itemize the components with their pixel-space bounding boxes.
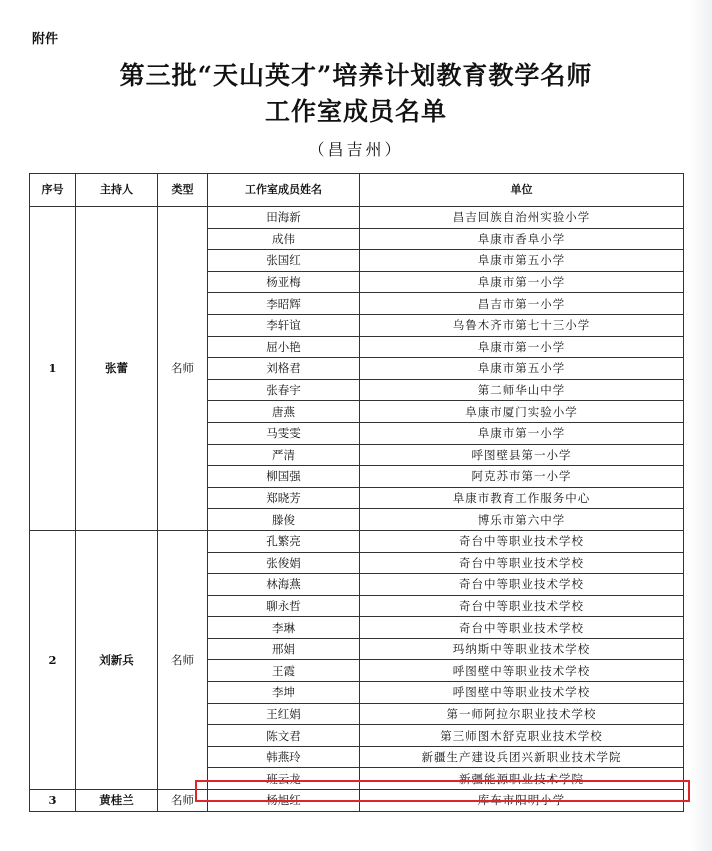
member-unit: 阜康市第一小学	[360, 271, 684, 293]
attachment-label: 附件	[32, 32, 59, 47]
member-unit: 阜康市第一小学	[360, 422, 684, 444]
member-name: 聊永哲	[208, 595, 360, 617]
member-name: 田海新	[208, 207, 360, 229]
member-unit: 阜康市教育工作服务中心	[360, 487, 684, 509]
document-title-line1: 第三批“天山英才”培养计划教育教学名师	[119, 61, 593, 90]
document-title-line2: 工作室成员名单	[264, 97, 447, 126]
member-name: 王红娟	[208, 703, 360, 725]
group-type: 名师	[158, 530, 208, 789]
member-name: 孔繁亮	[208, 530, 360, 552]
member-unit: 呼图壁县第一小学	[360, 444, 684, 466]
member-unit: 奇台中等职业技术学校	[360, 530, 684, 552]
member-unit: 玛纳斯中等职业技术学校	[360, 638, 684, 660]
region-subtitle: （昌吉州）	[308, 140, 404, 159]
member-unit: 第一师阿拉尔职业技术学校	[360, 703, 684, 725]
member-unit: 奇台中等职业技术学校	[360, 574, 684, 596]
member-unit: 阜康市厦门实验小学	[360, 401, 684, 423]
member-name: 李坤	[208, 682, 360, 704]
member-name: 张国红	[208, 250, 360, 272]
table-row	[30, 530, 684, 552]
member-unit: 阜康市第五小学	[360, 358, 684, 380]
header-member: 工作室成员姓名	[208, 174, 360, 207]
header-type: 类型	[158, 174, 208, 207]
member-name: 杨亚梅	[208, 271, 360, 293]
member-unit: 呼图壁中等职业技术学校	[360, 682, 684, 704]
member-unit: 阜康市第五小学	[360, 250, 684, 272]
member-name: 马雯雯	[208, 422, 360, 444]
member-name: 班云龙	[208, 768, 360, 790]
member-name: 严清	[208, 444, 360, 466]
member-unit: 阿克苏市第一小学	[360, 466, 684, 488]
member-name: 张俊娟	[208, 552, 360, 574]
member-name: 李轩谊	[208, 314, 360, 336]
highlight-box	[195, 780, 690, 802]
member-name: 郑晓芳	[208, 487, 360, 509]
member-name: 杨旭红	[208, 790, 360, 812]
member-unit: 昌吉回族自治州实验小学	[360, 207, 684, 229]
roster-body	[30, 207, 684, 812]
member-name: 林海燕	[208, 574, 360, 596]
member-name: 陈文君	[208, 725, 360, 747]
member-name: 滕俊	[208, 509, 360, 531]
member-unit: 第三师图木舒克职业技术学校	[360, 725, 684, 747]
member-name: 柳国强	[208, 466, 360, 488]
member-name: 刘格君	[208, 358, 360, 380]
member-unit: 昌吉市第一小学	[360, 293, 684, 315]
member-unit: 奇台中等职业技术学校	[360, 595, 684, 617]
member-unit: 奇台中等职业技术学校	[360, 617, 684, 639]
table-row	[30, 207, 684, 229]
member-name: 李琳	[208, 617, 360, 639]
group-host: 刘新兵	[76, 530, 158, 789]
member-name: 王霞	[208, 660, 360, 682]
member-unit: 呼图壁中等职业技术学校	[360, 660, 684, 682]
member-unit: 新疆能源职业技术学院	[360, 768, 684, 790]
header-no: 序号	[30, 174, 76, 207]
member-roster-table	[29, 173, 684, 812]
table-header-row	[30, 174, 684, 207]
member-name: 韩燕玲	[208, 746, 360, 768]
header-unit: 单位	[360, 174, 684, 207]
member-unit: 库车市阳明小学	[360, 790, 684, 812]
member-name: 成伟	[208, 228, 360, 250]
group-type: 名师	[158, 790, 208, 812]
group-host: 黄桂兰	[76, 790, 158, 812]
member-unit: 第二师华山中学	[360, 379, 684, 401]
member-unit: 新疆生产建设兵团兴新职业技术学院	[360, 746, 684, 768]
member-name: 邢娟	[208, 638, 360, 660]
group-host: 张蕾	[76, 207, 158, 531]
member-unit: 阜康市香阜小学	[360, 228, 684, 250]
member-name: 屈小艳	[208, 336, 360, 358]
group-number: 3	[30, 790, 76, 812]
member-name: 李昭辉	[208, 293, 360, 315]
member-unit: 奇台中等职业技术学校	[360, 552, 684, 574]
group-number: 2	[30, 530, 76, 789]
member-unit: 阜康市第一小学	[360, 336, 684, 358]
member-name: 唐燕	[208, 401, 360, 423]
group-number: 1	[30, 207, 76, 531]
group-type: 名师	[158, 207, 208, 531]
member-unit: 乌鲁木齐市第七十三小学	[360, 314, 684, 336]
member-unit: 博乐市第六中学	[360, 509, 684, 531]
member-name: 张春宇	[208, 379, 360, 401]
header-host: 主持人	[76, 174, 158, 207]
